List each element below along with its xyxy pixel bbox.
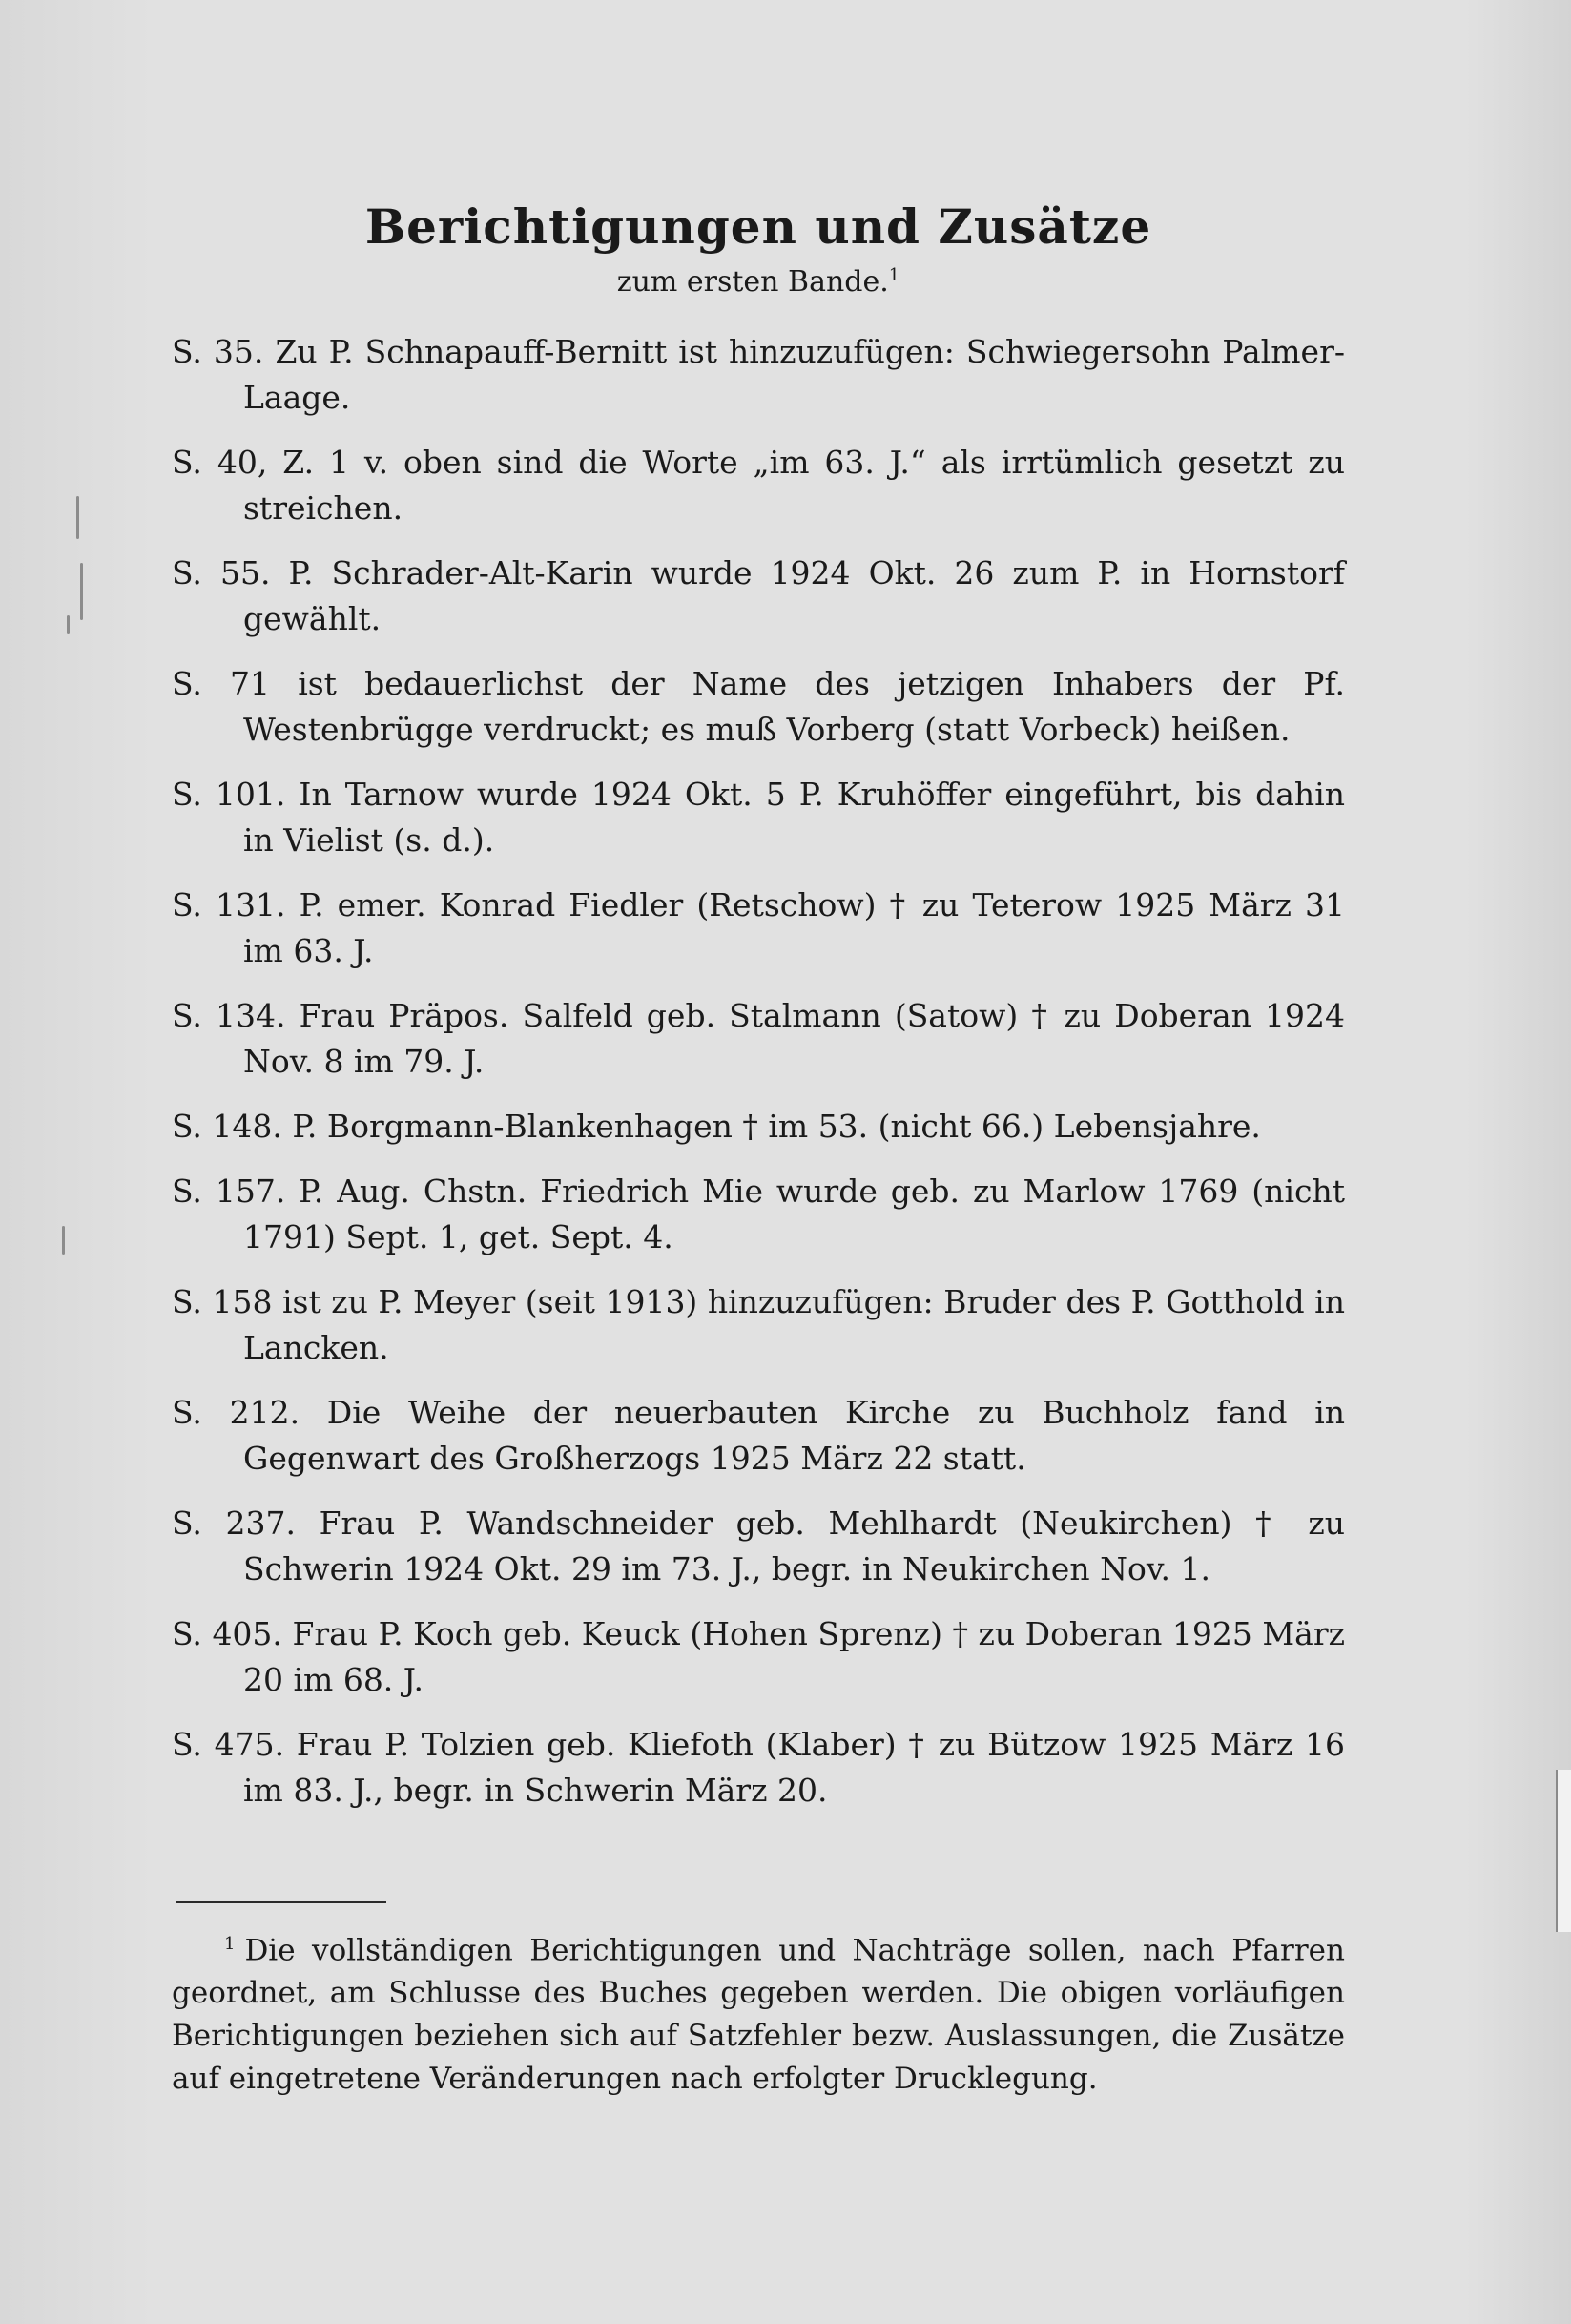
page-reference: S. 212. (172, 1394, 300, 1431)
page-reference: S. 148. (172, 1108, 282, 1145)
page-reference: S. 475. (172, 1726, 285, 1763)
margin-mark (80, 563, 83, 620)
correction-text: P. Aug. Chstn. Friedrich Mie wurde geb. zu Marlow 1769 (nicht 1791) Sept. 1, get. Sept. 4. (243, 1172, 1345, 1255)
footnote (172, 1922, 1345, 2101)
page-subtitle (172, 265, 1345, 299)
correction-entry (172, 550, 1345, 642)
correction-text: Z. 1 v. oben sind die Worte „im 63. J.“ als irrtümlich gesetzt zu streichen. (243, 444, 1345, 527)
correction-entry (172, 1722, 1345, 1814)
page-shadow-right (1466, 0, 1571, 2324)
torn-page-edge (1556, 1770, 1571, 1932)
page-reference: S. 131. (172, 886, 286, 923)
correction-text: P. Borgmann-Blankenhagen † im 53. (nicht 66.) Lebensjahre. (292, 1108, 1261, 1145)
correction-entry (172, 1501, 1345, 1592)
footnote-mark: 1 (888, 265, 900, 285)
footnote-number: 1 (224, 1934, 236, 1954)
page-reference: S. 71 (172, 665, 271, 702)
correction-entry (172, 661, 1345, 753)
correction-entry (172, 993, 1345, 1085)
page-shadow-left (0, 0, 153, 2324)
correction-text: Frau P. Wandschneider geb. Mehlhardt (Neukirchen) † zu Schwerin 1924 Okt. 29 im 73. J., begr. in Neukirchen Nov. 1. (243, 1504, 1345, 1587)
correction-text: Zu P. Schnapauff-Bernitt ist hinzuzufügen: Schwiegersohn Palmer-Laage. (243, 333, 1345, 416)
footnote-divider (176, 1901, 386, 1903)
page-title: Berichtigungen und Zusätze (364, 198, 1152, 255)
margin-mark (76, 496, 79, 539)
correction-entry (172, 1104, 1345, 1150)
footnote-text: Die vollständigen Berichtigungen und Nachträge sollen, nach Pfarren geordnet, am Schlusse des Buches gegeben werden. Die obigen vorläufigen Berichtigungen beziehen sich auf Satzfehler bezw. Auslassungen, die Zusätze auf eingetretene Veränderungen nach erfolgter Drucklegung. (172, 1933, 1345, 2097)
page-reference: S. 55. (172, 554, 271, 591)
correction-entry (172, 882, 1345, 974)
correction-text: P. Schrader-Alt-Karin wurde 1924 Okt. 26 zum P. in Hornstorf gewählt. (243, 554, 1345, 637)
correction-entry (172, 772, 1345, 863)
page-reference: S. 157. (172, 1172, 286, 1210)
correction-entry (172, 1390, 1345, 1482)
correction-text: Frau Präpos. Salfeld geb. Stalmann (Satow) † zu Doberan 1924 Nov. 8 im 79. J. (243, 997, 1345, 1080)
page-reference: S. 134. (172, 997, 286, 1034)
margin-mark (67, 615, 70, 634)
correction-text: In Tarnow wurde 1924 Okt. 5 P. Kruhöffer eingeführt, bis dahin in Vielist (s. d.). (243, 776, 1345, 859)
correction-entry (172, 1279, 1345, 1371)
correction-text: Die Weihe der neuerbauten Kirche zu Buchholz fand in Gegenwart des Großherzogs 1925 März 22 statt. (243, 1394, 1345, 1477)
correction-entry (172, 329, 1345, 421)
correction-text: ist bedauerlichst der Name des jetzigen Inhabers der Pf. Westenbrügge verdruckt; es muß Vorberg (statt Vorbeck) heißen. (243, 665, 1346, 748)
correction-text: P. emer. Konrad Fiedler (Retschow) † zu Teterow 1925 März 31 im 63. J. (243, 886, 1345, 969)
page-reference: S. 101. (172, 776, 286, 813)
correction-entry (172, 1169, 1345, 1260)
subtitle-text: zum ersten Bande. (616, 265, 889, 299)
correction-text: ist zu P. Meyer (seit 1913) hinzuzufügen: Bruder des P. Gotthold in Lancken. (243, 1283, 1345, 1366)
page-reference: S. 35. (172, 333, 264, 370)
corrections-list (172, 329, 1345, 1833)
correction-entry (172, 1611, 1345, 1703)
page-reference: S. 40, (172, 444, 268, 481)
page-reference: S. 237. (172, 1504, 297, 1542)
page-reference: S. 405. (172, 1615, 282, 1652)
margin-mark (62, 1226, 65, 1255)
correction-text: Frau P. Koch geb. Keuck (Hohen Sprenz) † zu Doberan 1925 März 20 im 68. J. (243, 1615, 1345, 1698)
page-reference: S. 158 (172, 1283, 273, 1320)
correction-text: Frau P. Tolzien geb. Kliefoth (Klaber) † zu Bützow 1925 März 16 im 83. J., begr. in Schwerin März 20. (243, 1726, 1346, 1809)
correction-entry (172, 440, 1345, 531)
